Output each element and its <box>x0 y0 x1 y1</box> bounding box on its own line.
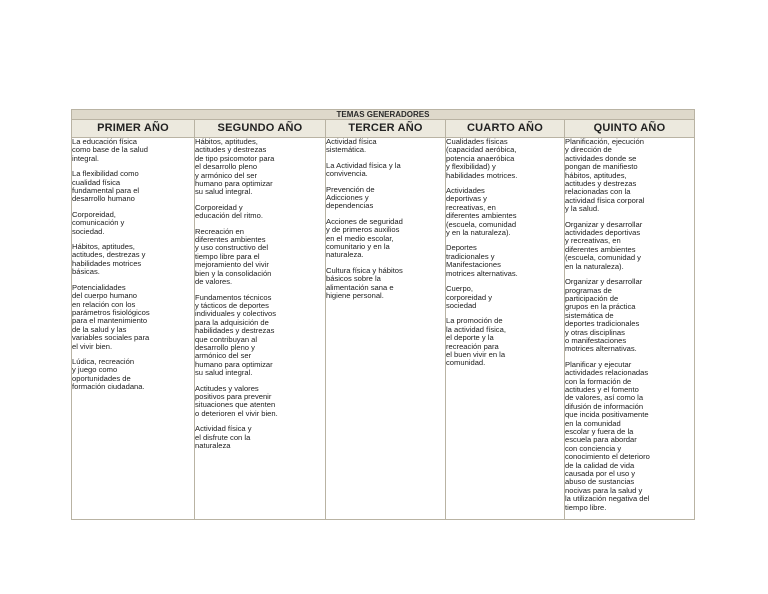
year-header-tercer: TERCER AÑO <box>326 120 446 138</box>
topic-item: Actividad física y el disfrute con la naturaleza <box>195 424 252 450</box>
column-quinto-ano <box>565 138 695 520</box>
topic-item: Recreación en diferentes ambientes y uso constructivo del tiempo libre para el mejoramiento del vivir bien y la consolidación de valores. <box>195 226 272 287</box>
year-header-segundo: SEGUNDO AÑO <box>195 120 326 138</box>
column-segundo-ano <box>195 138 326 520</box>
topic-item: Corporeidad y educación del ritmo. <box>195 202 263 221</box>
year-header-cuarto: CUARTO AÑO <box>446 120 565 138</box>
temas-generadores-table <box>71 109 695 520</box>
topic-item: Potencialidades del cuerpo humano en relación con los parámetros fisiológicos para el mantenimiento de la salud y las variables sociales para el vivir bien. <box>72 282 150 351</box>
column-primer-ano <box>72 138 195 520</box>
topic-item: Cultura física y hábitos básicos sobre la alimentación sana e higiene personal. <box>326 265 403 301</box>
topic-item: Cualidades físicas (capacidad aeróbica, potencia anaeróbica y flexibilidad) y habilidades motrices. <box>446 137 518 180</box>
topic-item: Planificar y ejecutar actividades relacionadas con la formación de actitudes y el fomento de valores, así como la difusión de información que incida positivamente en la comunidad escolar y fuera de la escuela para abordar con conciencia y conocimiento el deterioro de la calidad de vida causada por el uso y abuso de sustancias nocivas para la salud y la utilización negativa del tiempo libre. <box>565 359 650 512</box>
topic-item: La flexibilidad como cualidad física fundamental para el desarrollo humano <box>72 169 140 204</box>
topic-item: Lúdica, recreación y juego como oportunidades de formación ciudadana. <box>72 356 145 392</box>
topic-item: Prevención de Adicciones y dependencias <box>326 184 375 211</box>
topic-item: La promoción de la actividad física, el deporte y la recreación para el buen vivir en la comunidad. <box>446 316 506 368</box>
topic-item: La educación física como base de la salud integral. <box>72 137 148 163</box>
topic-item: Hábitos, aptitudes, actitudes y destrezas de tipo psicomotor para el desarrollo pleno y armónico del ser humano para optimizar su salud integral. <box>195 137 275 197</box>
topic-item: Actividad física sistemática. <box>326 137 377 155</box>
topic-item: Organizar y desarrollar actividades deportivas y recreativas, en diferentes ambientes (escuela, comunidad y en la naturaleza). <box>565 219 643 271</box>
topic-item: La Actividad física y la convivencia. <box>326 160 401 179</box>
topic-item: Hábitos, aptitudes, actitudes, destrezas y habilidades motrices básicas. <box>72 242 146 277</box>
topic-item: Cuerpo, corporeidad y sociedad <box>446 284 493 310</box>
topic-item: Acciones de seguridad y de primeros auxilios en el medio escolar, comunitario y en la naturaleza. <box>326 216 403 260</box>
year-header-quinto: QUINTO AÑO <box>565 120 695 138</box>
table-title: TEMAS GENERADORES <box>72 110 695 120</box>
topic-item: Organizar y desarrollar programas de participación de grupos en la práctica sistemática de deportes tradicionales y otras disciplinas o manifestaciones motrices alternativas. <box>565 277 643 354</box>
topic-item: Actividades deportivas y recreativas, en diferentes ambientes (escuela, comunidad y en la naturaleza). <box>446 186 517 238</box>
column-tercer-ano <box>326 138 446 520</box>
year-header-primer: PRIMER AÑO <box>72 120 195 138</box>
topic-item: Planificación, ejecución y dirección de actividades donde se pongan de manifiesto hábitos, aptitudes, actitudes y destrezas relacionadas con la actividad física corporal y la salud. <box>565 137 645 214</box>
column-cuarto-ano <box>446 138 565 520</box>
topic-item: Actitudes y valores positivos para prevenir situaciones que atenten o deterioren el vivir bien. <box>195 383 278 418</box>
topic-item: Deportes tradicionales y Manifestaciones motrices alternativas. <box>446 243 518 278</box>
topic-item: Corporeidad, comunicación y sociedad. <box>72 209 125 236</box>
topic-item: Fundamentos técnicos y tácticos de deportes individuales y colectivos para la adquisición de habilidades y destrezas que contribuyan al desarrollo pleno y armónico del ser humano para optimizar su salud integral. <box>195 292 277 378</box>
